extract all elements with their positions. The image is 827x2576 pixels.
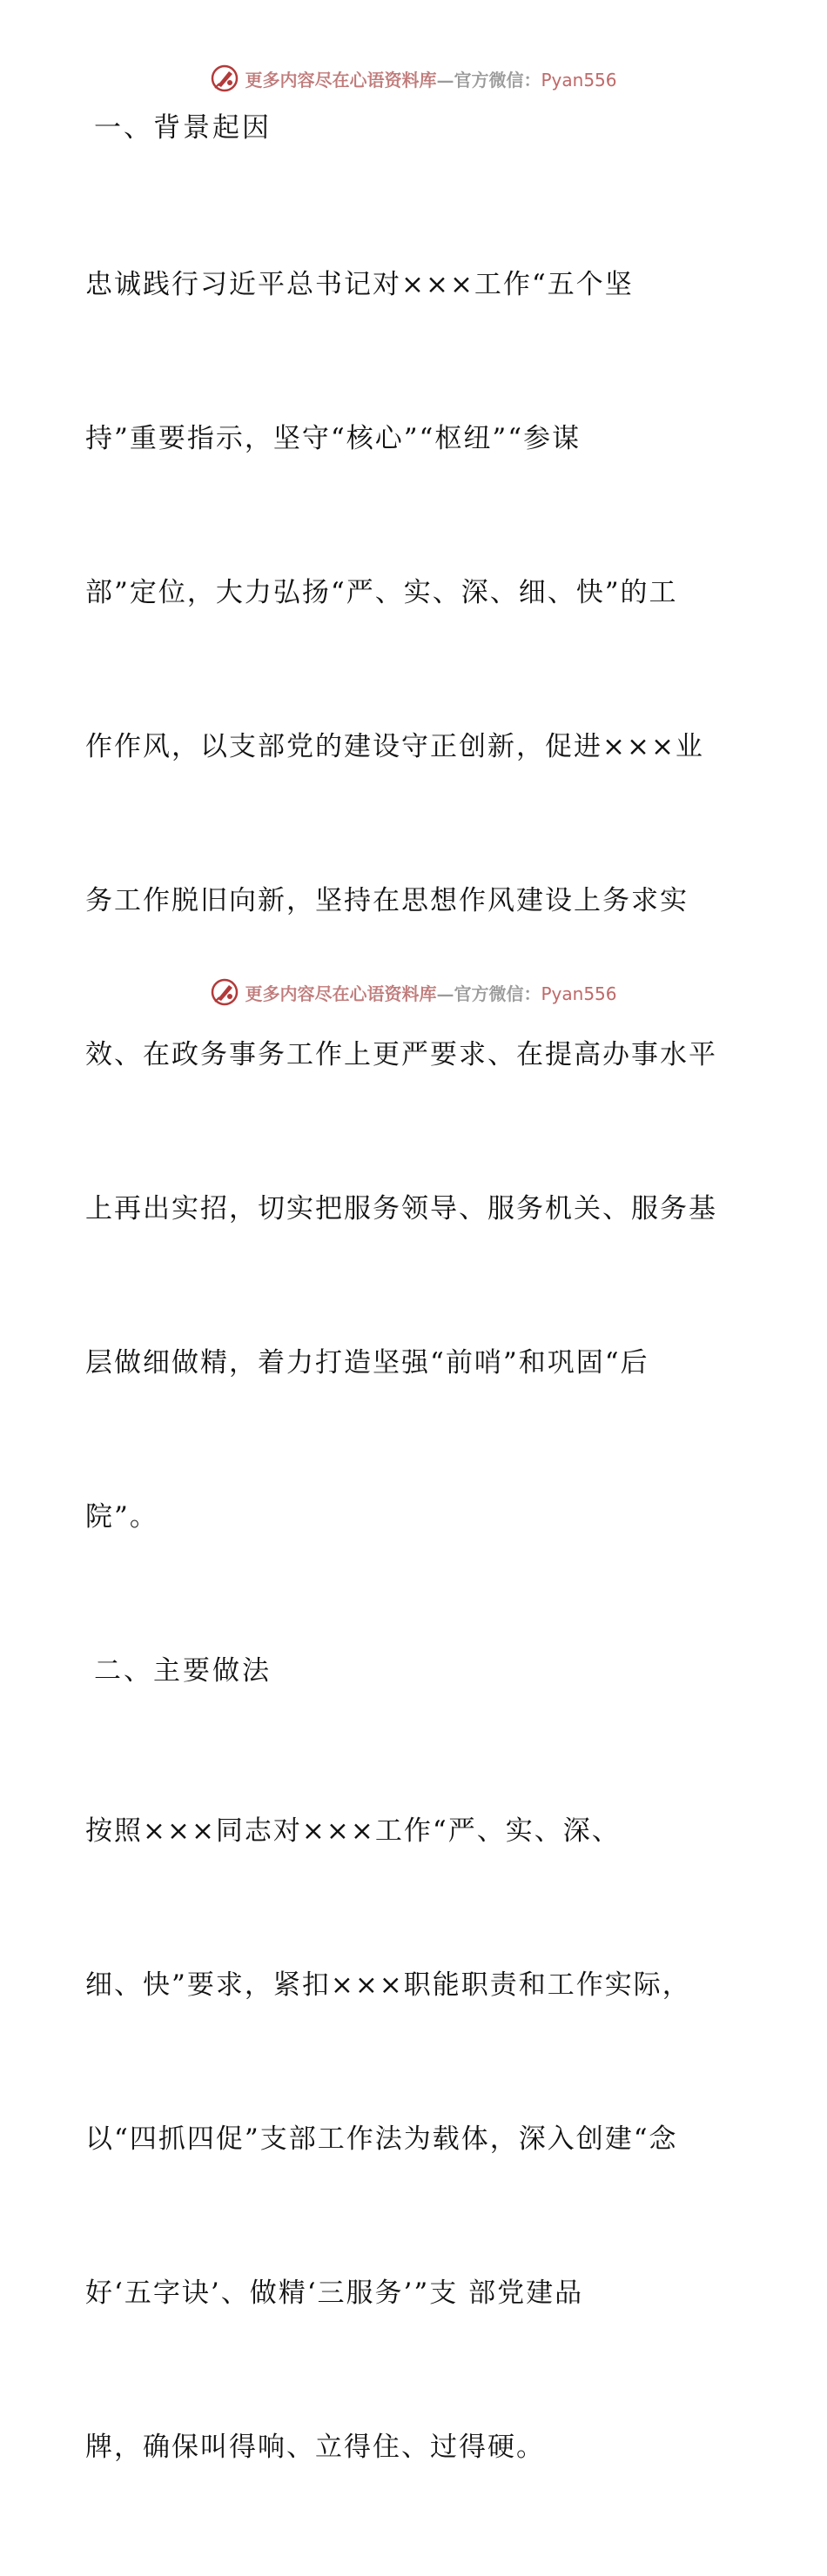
paragraph-line: 按照×××同志对×××工作“严、实、深、: [85, 1815, 621, 1847]
paragraph-line: 牌，确保叫得响、立得住、过得硬。: [85, 2432, 545, 2463]
red-quill-logo-icon: [210, 977, 239, 1007]
paragraph-line: 上再出实招，切实把服务领导、服务机关、服务基: [85, 1193, 717, 1224]
paragraph-line: 部”定位，大力弘扬“严、实、深、细、快”的工: [85, 577, 678, 608]
header-watermark-banner: [0, 61, 827, 96]
paragraph-line: 务工作脱旧向新，坚持在思想作风建设上务求实: [85, 885, 689, 916]
paragraph-line: 持”重要指示，坚守“核心”“枢纽”“参谋: [85, 423, 582, 454]
paragraph-line: 层做细做精，着力打造坚强“前哨”和巩固“后: [85, 1347, 649, 1379]
watermark-site-name: 更多内容尽在心语资料库: [245, 983, 437, 1004]
watermark-wechat-id: Pyan556: [541, 69, 617, 91]
watermark-site-name: 更多内容尽在心语资料库: [245, 69, 437, 91]
watermark-text: [245, 66, 616, 91]
section-paragraph-background: [85, 157, 747, 1646]
section-heading-background: 一、背景起因: [94, 112, 272, 144]
paragraph-line: 院”。: [85, 1501, 158, 1533]
paragraph-line: 细、快”要求，紧扣×××职能职责和工作实际，: [85, 1969, 691, 2001]
paragraph-line: 作作风，以支部党的建设守正创新，促进×××业: [85, 731, 704, 762]
paragraph-line: 好‘五字诀’、做精‘三服务’”支 部党建品: [85, 2277, 584, 2309]
watermark-text: [245, 980, 616, 1005]
watermark-wechat-id: Pyan556: [541, 983, 617, 1004]
section-heading-practices: 二、主要做法: [94, 1655, 272, 1687]
watermark-wechat-label: —官方微信：: [436, 983, 541, 1004]
paragraph-line: 效、在政务事务工作上更严要求、在提高办事水平: [85, 1039, 717, 1070]
document-body: [85, 103, 747, 2576]
footer-watermark-banner: [0, 975, 827, 1010]
paragraph-line: 忠诚践行习近平总书记对×××工作“五个坚: [85, 269, 634, 300]
section-paragraph-practices: [85, 1703, 747, 2576]
watermark-wechat-label: —官方微信：: [436, 69, 541, 91]
paragraph-line: 以“四抓四促”支部工作法为载体，深入创建“念: [85, 2123, 678, 2155]
red-quill-logo-icon: [210, 64, 239, 93]
